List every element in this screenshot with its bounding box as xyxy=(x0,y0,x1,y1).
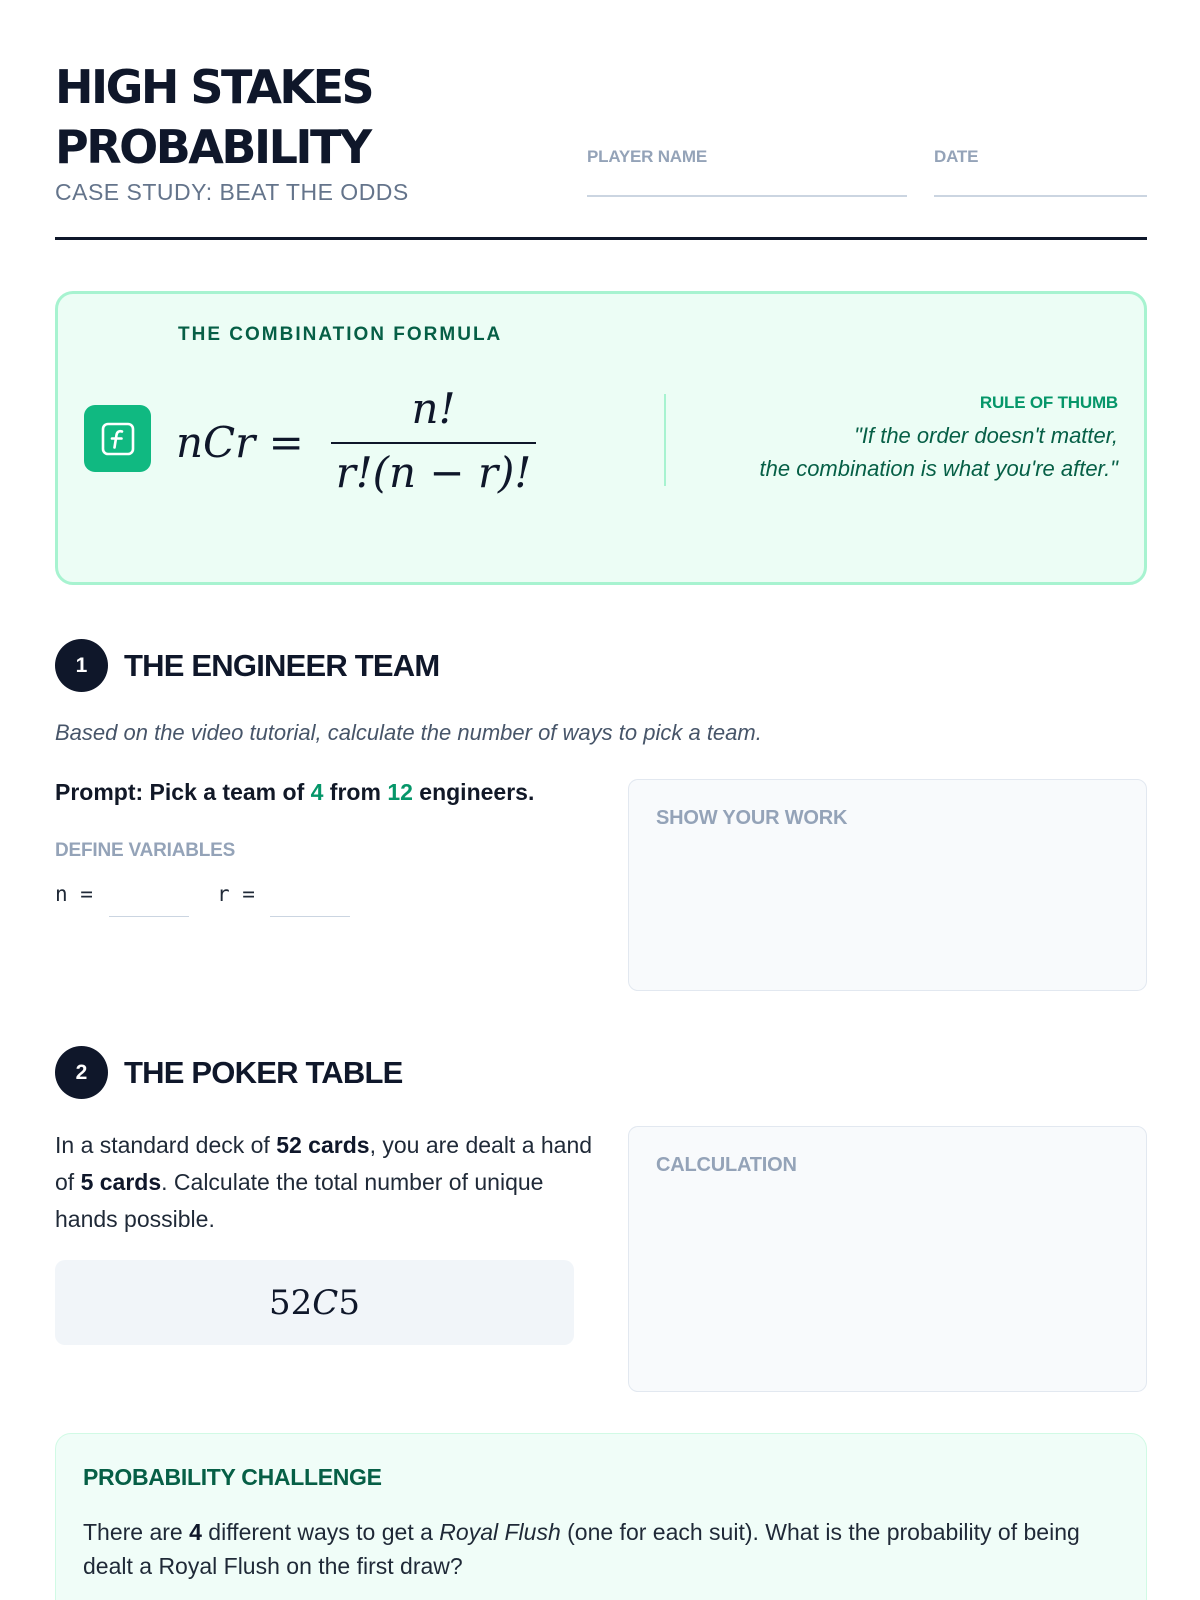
player-name-field[interactable] xyxy=(587,147,907,197)
variable-r-blank[interactable] xyxy=(270,916,350,917)
variable-n-blank[interactable] xyxy=(109,916,189,917)
rule-label: RULE OF THUMB xyxy=(979,393,1118,412)
function-icon xyxy=(84,405,151,472)
section-1-header xyxy=(55,639,439,692)
page-title xyxy=(55,57,372,177)
worksheet-header xyxy=(55,55,1147,240)
section-1-number-badge: 1 xyxy=(55,639,108,692)
title-line-1: HIGH STAKES xyxy=(55,60,373,114)
section-1-title: THE ENGINEER TEAM xyxy=(124,647,440,683)
rule-of-thumb xyxy=(760,393,1119,485)
combination-expression xyxy=(55,1260,574,1345)
variable-r-label: r = xyxy=(217,882,255,906)
probability-challenge-card xyxy=(55,1433,1147,1600)
expression-r: 5 xyxy=(338,1282,360,1323)
challenge-question xyxy=(83,1515,1123,1583)
formula-denominator: r!(n − r)! xyxy=(335,448,532,497)
section-2-description xyxy=(55,1127,595,1238)
formula-lhs: nCr = xyxy=(176,418,304,467)
expression-c: C xyxy=(312,1282,339,1323)
define-variables-label: DEFINE VARIABLES xyxy=(55,840,236,861)
deck-size: 52 cards xyxy=(276,1132,370,1158)
formula-heading: THE COMBINATION FORMULA xyxy=(178,324,503,345)
function-icon-glyph xyxy=(101,422,135,456)
section-1-prompt xyxy=(55,779,534,806)
formula-divider xyxy=(664,394,666,486)
title-line-2: PROBABILITY xyxy=(55,120,370,174)
section-2-header xyxy=(55,1046,403,1099)
rule-quote-line-1: "If the order doesn't matter, xyxy=(854,423,1118,448)
calculation-label: CALCULATION xyxy=(656,1154,797,1176)
player-name-label: PLAYER NAME xyxy=(587,147,707,166)
show-your-work-box[interactable] xyxy=(628,779,1147,991)
combination-formula xyxy=(176,384,546,504)
section-1-intro: Based on the video tutorial, calculate the number of ways to pick a team. xyxy=(55,720,762,745)
challenge-text-3: (one for each suit). What is the probability of being dealt a Royal Flush on the first draw? xyxy=(83,1519,1080,1579)
challenge-title: PROBABILITY CHALLENGE xyxy=(83,1464,382,1490)
date-field[interactable] xyxy=(934,147,1147,197)
prompt-text-post: engineers. xyxy=(412,779,535,805)
prompt-text-mid: from xyxy=(323,779,388,805)
variable-n-label: n = xyxy=(55,882,93,906)
royal-flush-name: Royal Flush xyxy=(439,1519,561,1545)
prompt-team-size: 4 xyxy=(310,779,324,805)
challenge-text-1: There are xyxy=(83,1519,190,1545)
challenge-text-2: different ways to get a xyxy=(201,1519,440,1545)
show-your-work-label: SHOW YOUR WORK xyxy=(656,807,848,829)
royal-flush-count: 4 xyxy=(189,1519,202,1545)
poker-text-1: In a standard deck of xyxy=(55,1132,277,1158)
formula-numerator: n! xyxy=(411,384,456,433)
section-2-title: THE POKER TABLE xyxy=(124,1054,403,1090)
fraction-bar xyxy=(331,442,536,444)
poker-text-3: . Calculate the total number of unique hands possible. xyxy=(55,1169,544,1232)
date-line[interactable] xyxy=(934,195,1147,197)
expression-n: 52 xyxy=(269,1282,313,1323)
section-2-number-badge: 2 xyxy=(55,1046,108,1099)
calculation-box[interactable] xyxy=(628,1126,1147,1392)
prompt-text-pre: Prompt: Pick a team of xyxy=(55,779,311,805)
page-subtitle: CASE STUDY: BEAT THE ODDS xyxy=(55,179,409,205)
rule-quote xyxy=(760,419,1119,485)
combination-formula-card xyxy=(55,291,1147,585)
prompt-pool-size: 12 xyxy=(387,779,413,805)
hand-size: 5 cards xyxy=(80,1169,162,1195)
rule-quote-line-2: the combination is what you're after." xyxy=(759,456,1118,481)
player-name-line[interactable] xyxy=(587,195,907,197)
poker-text-2: , you are dealt a hand of xyxy=(55,1132,593,1195)
date-label: DATE xyxy=(934,147,979,166)
